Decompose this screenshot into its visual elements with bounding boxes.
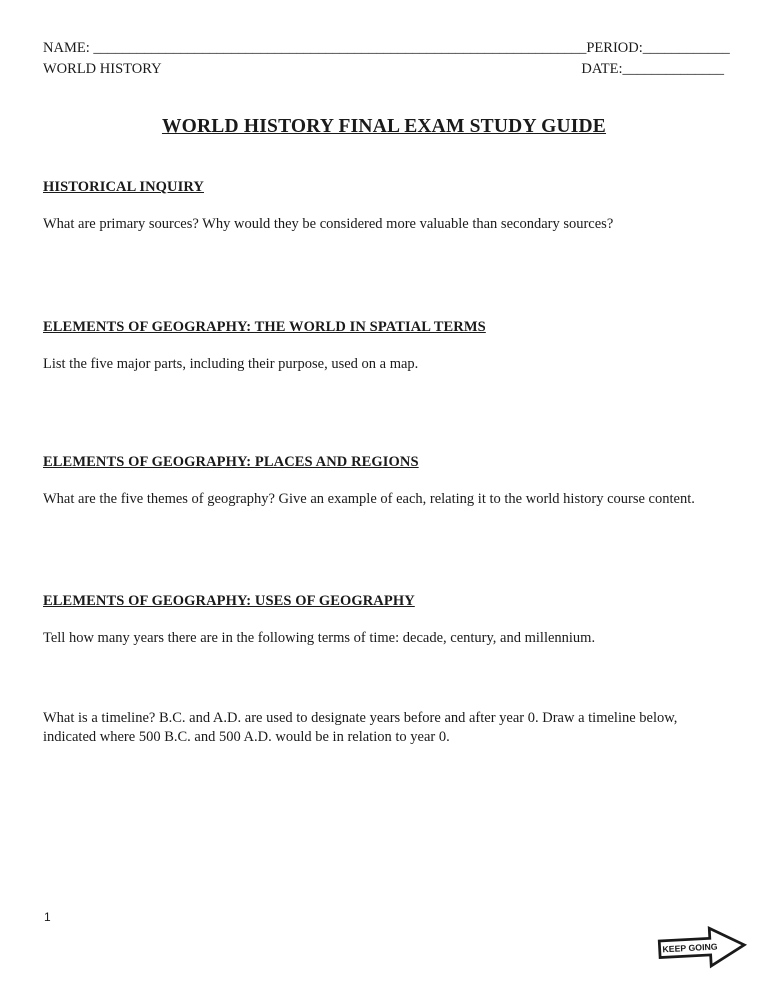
course-label: WORLD HISTORY (43, 61, 162, 77)
name-blank-line: ____________________________________________________________________ (93, 40, 587, 56)
section-question-places-regions: What are the five themes of geography? Give an example of each, relating it to the world history course content. (43, 491, 695, 507)
date-field (581, 61, 724, 78)
section-heading-uses-of-geography: ELEMENTS OF GEOGRAPHY: USES OF GEOGRAPHY (43, 593, 415, 609)
section-question-historical-inquiry: What are primary sources? Why would they be considered more valuable than secondary sources? (43, 216, 614, 232)
date-blank-line: ______________ (622, 61, 724, 77)
section-heading-places-regions: ELEMENTS OF GEOGRAPHY: PLACES AND REGIONS (43, 454, 419, 470)
date-label: DATE: (581, 61, 623, 77)
section-heading-spatial-terms: ELEMENTS OF GEOGRAPHY: THE WORLD IN SPATIAL TERMS (43, 319, 486, 335)
section-question-spatial-terms: List the five major parts, including their purpose, used on a map. (43, 356, 419, 372)
period-blank-line: ____________ (642, 40, 730, 56)
section-heading-historical-inquiry: HISTORICAL INQUIRY (43, 179, 204, 195)
section-question-uses-of-geography: Tell how many years there are in the following terms of time: decade, century, and millennium. (43, 630, 596, 646)
page-title: WORLD HISTORY FINAL EXAM STUDY GUIDE (161, 116, 607, 137)
keep-going-arrow (655, 922, 749, 975)
header-row-name-period (43, 40, 730, 57)
timeline-question: What is a timeline? B.C. and A.D. are used to designate years before and after year 0. Draw a timeline below, indicated where 500 B.C. and 500 A.D. would be in relation to year 0. (43, 710, 678, 745)
name-field (43, 40, 586, 57)
page-number: 1 (44, 910, 51, 924)
period-label: PERIOD: (586, 40, 643, 56)
keep-going-label: KEEP GOING (662, 941, 718, 955)
period-field (586, 40, 729, 57)
header-row-course-date (43, 61, 724, 78)
name-label: NAME: (43, 40, 90, 56)
